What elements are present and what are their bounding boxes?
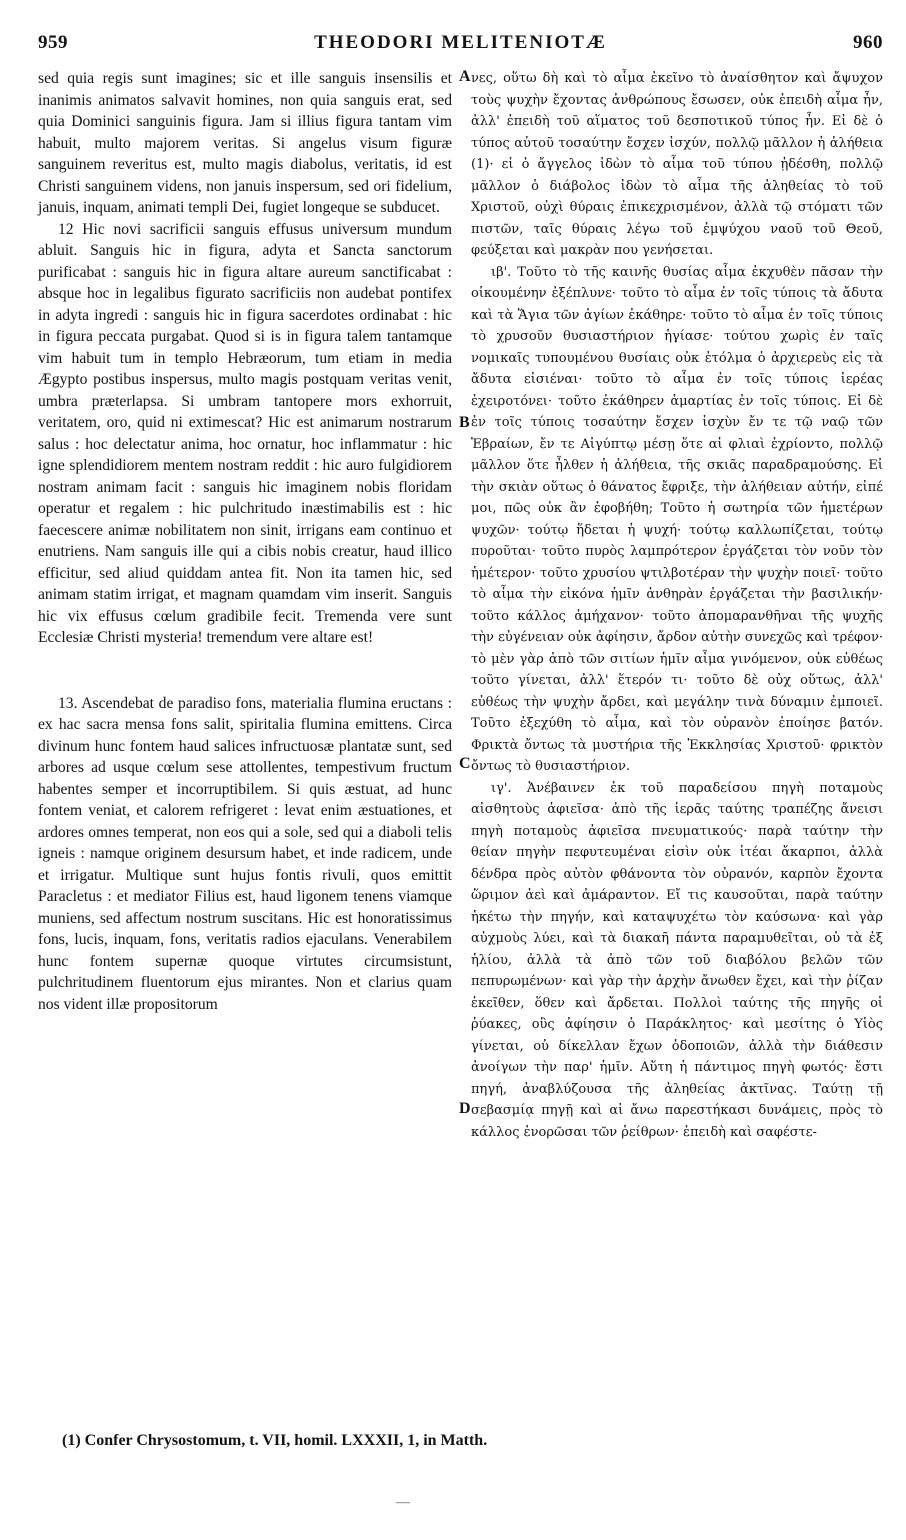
latin-paragraph-13: 13. Ascendebat de paradiso fons, materialia flumina eructans : ex hac sacra mensa fons salit, spiritalia flumina emittens. Circa divinum hunc fontem haud salices infructuosæ plantatæ sunt, sed arbores ad usque cœlum sese attollentes, tempestivum fructum habentes semper et incorruptibilem. Si quis æstuat, ad hunc fontem veniat, et calorem refrigeret : levat enim æstuationes, et ardores omnes temperat, non eos qui a sole, sed qui a diaboli telis igneis : namque originem desursum habet, et inde radicem, unde et irrigatur. Multique sunt hujus fontis rivuli, quos emittit Paracletus : et mediator Filius est, haud ligonem tenens viamque muniens, sed affectum nostrum suscitans. Hic est honoratissimus fons, lucis, inquam, fons, veritatis radios ejaculans. Venerabilem hunc fontem supernæ quoque virtutes circumsistunt, pulchritudinem fluentorum ejus mirantes. Non et clarius quam nos vident illæ propositorum <box>38 694 452 1013</box>
right-page-number: 960 <box>853 32 883 53</box>
margin-letter-c: C <box>459 755 471 772</box>
greek-paragraph-13: ιγ'. Ἀνέβαινεν ἐκ τοῦ παραδείσου πηγὴ ποταμοὺς αἰσθητοὺς ἀφιεῖσα· ἀπὸ τῆς ἱερᾶς ταύτης τραπέζης ἄνεισι πηγὴ ποταμοὺς ἀφιεῖσα πνευματικούς· παρὰ ταύτην τὴν θείαν πηγὴν πεφυτευμέναι εἰσὶν οὐκ ἰτέαι ἄκαρποι, ἀλλὰ δένδρα πρὸς αὐτὸν φθάνοντα τὸν οὐρανόν, καρπὸν ἔχοντα ὥριμον ἀεὶ καὶ ἀμάραντον. Εἴ τις καυσοῦται, παρὰ ταύτην ἡκέτω τὴν πηγήν, καὶ καταψυχέτω τὸν καύσωνα· καὶ γὰρ αὐχμοὺς λύει, καὶ τὰ διακαῆ πάντα παραμυθεῖται, οὐ τὰ ἐξ ἡλίου, ἀλλὰ τὰ ἀπὸ τῶν τοῦ διαβόλου βελῶν τῶν πεπυρωμένων· καὶ γὰρ τὴν ἀρχὴν ἄνωθεν ἔχει, καὶ τὴν ῥίζαν ἐκεῖθεν, ὅθεν καὶ ἄρδεται. Πολλοὶ ταύτης τῆς πηγῆς οἱ ῥύακες, οὓς ἀφίησιν ὁ Παράκλητος· καὶ μεσίτης ὁ Υἱὸς γίνεται, οὐ δίκελλαν ἔχων ὁδοποιῶν, ἀλλὰ τὴν διάθεσιν ἀνοίγων τὴν παρ' ἡμῖν. Αὕτη ἡ πάντιμος πηγὴ φωτός· ἔστι πηγή, ἀναβλύζουσα τῆς ἀληθείας ἀκτῖνας. Ταύτῃ τῇ σεβασμίᾳ πηγῇ καὶ αἱ ἄνω παρεστήκασι δυνάμεις, πρὸς τὸ κάλλος ἐνορῶσαι τῶν ῥείθρων· ἐπειδὴ καὶ σαφέστε- <box>471 780 883 1140</box>
section-gap <box>38 649 452 693</box>
margin-letter-a: A <box>459 68 471 85</box>
page-dash: — <box>396 1495 410 1510</box>
margin-letter-d: D <box>459 1100 471 1117</box>
greek-paragraph-1: νες, οὕτω δὴ καὶ τὸ αἷμα ἐκεῖνο τὸ ἀναίσθητον καὶ ἄψυχον τοὺς ψυχὴν ἔχοντας ἀνθρώπους ἔσωσεν, οὐκ ἐπειδὴ αἷμα ἦν, ἀλλ' ἐπειδὴ τοῦ αἵματος τοῦ δεσποτικοῦ τύπος ἦν. Εἰ δὲ ὁ τύπος αὐτοῦ τοσαύτην ἔσχεν ἰσχύν, πολλῷ μᾶλλον ἡ ἀλήθεια (1)· εἰ ὁ ἄγγελος ἰδὼν τὸ αἷμα τοῦ τύπου ᾐδέσθη, πολλῷ μᾶλλον ὁ διάβολος ἰδὼν τὸ αἷμα τῆς ἀληθείας τὸ τοῦ Χριστοῦ, οὐχὶ θύραις ἐπικεχρισμένον, ἀλλὰ τῷ στόματι τῶν πιστῶν, ταῖς θύραις λέγω τοῦ ἐμψύχου ναοῦ τοῦ Θεοῦ, φεύξεται καὶ μακρὰν που γενήσεται. <box>471 71 883 258</box>
running-title: THEODORI MELITENIOTÆ <box>314 32 607 53</box>
latin-column <box>38 68 452 1015</box>
left-page-number: 959 <box>38 32 68 53</box>
latin-paragraph-12: 12 Hic novi sacrificii sanguis effusus universum mundum abluit. Sanguis hic in figura, adyta et Sancta sanctorum purificabat : sanguis hic in figura altare aureum sanctificabat : absque hoc in legalibus figurato sacrificiis non audebat pontifex in adyta ingredi : sanguis hic in figura sacerdotes ordinabat : hic in figura peccata purgabat. Quod si is in figura talem tantamque vim habuit tum in templo Hebræorum, tum etiam in media Ægypto postibus inspersus, multo magis postquam veritas venit, umbra præterlapsa. Si umbram tantopere mors exhorruit, veritatem, oro, quid ni extimescat? Hic est animarum nostrarum salus : hoc delectatur anima, hoc ornatur, hoc inflammatur : hic igne splendidiorem mentem nostram reddit : hic auro fulgidiorem nostram animam facit : sanguis hic imaginem nobis floridam operatur et regalem : hic pulchritudo inæstimabilis est : hic faecescere animæ nobilitatem non sinit, irrigans eam continuo et enutriens. Nam sanguis ille qui a cibis nobis creatur, haud illico efficitur, sed aliud quiddam antea fit. Non ita tamen hic, sed animam statim irrigat, et magnam quamdam vim inserit. Sanguis hic vix effusus cœlum gradibile fecit. Tremenda vere sunt Ecclesiæ Christi mysteria! tremendum vere altare est! <box>38 220 452 646</box>
footnote: (1) Confer Chrysostomum, t. VII, homil. LXXXII, 1, in Matth. <box>62 1432 488 1449</box>
greek-column <box>471 68 883 1143</box>
latin-paragraph-1: sed quia regis sunt imagines; sic et ille sanguis insensilis et inanimis animatos salvavit homines, non quia sanguis erat, sed quia Dominici sanguinis figura. Jam si illius figura tantam vim habuit, multo majorem veritas. Si angelus visum figuræ sanguinem reveritus est, multo magis diabolus, veritatis, id est Christi sanguinem videns, non januis inspersum, sed ori fidelium, januis, inquam, animati templi Dei, fugiet longeque se subducet. <box>38 70 452 216</box>
margin-letter-b: B <box>459 414 470 431</box>
greek-paragraph-12: ιβ'. Τοῦτο τὸ τῆς καινῆς θυσίας αἷμα ἐκχυθὲν πᾶσαν τὴν οἰκουμένην ἐξέπλυνε· τοῦτο τὸ αἷμα ἐν τοῖς τύποις τὰ ἄδυτα καὶ τὰ Ἅγια τῶν ἁγίων ἐκάθηρε· τοῦτο τὸ αἷμα ἐν τοῖς τύποις τὸ χρυσοῦν θυσιαστήριον ἡγίασε· τούτου χωρὶς ἐν ταῖς νομικαῖς τυπουμένου θυσίαις οὐκ ἐτόλμα ὁ ἀρχιερεὺς εἰς τὰ ἄδυτα εἰσιέναι· τοῦτο τὸ αἷμα ἐν τοῖς τύποις ἱερέας ἐχειροτόνει· τοῦτο ἐκάθηρεν ἁμαρτίας ἐν τοῖς τύποις. Εἰ δὲ ἐν τοῖς τύποις τοσαύτην ἔσχεν ἰσχὺν ἔν τε τῷ ναῷ τῶν Ἑβραίων, ἔν τε Αἰγύπτῳ μέσῃ ὅτε αἱ φλιαὶ ἐχρίοντο, πολλῷ μᾶλλον ὅτε ἦλθεν ἡ ἀλήθεια, τῆς σκιᾶς παραδραμούσης. Εἰ τὴν σκιὰν οὕτως ὁ θάνατος ἔφριξε, τὴν ἀλήθειαν αὐτήν, εἰπέ μοι, πῶς οὐκ ἂν ἐφοβήθη; Τοῦτο ἡ σωτηρία τῶν ἡμετέρων ψυχῶν· τούτῳ ἥδεται ἡ ψυχή· τούτῳ καλλωπίζεται, τούτῳ πυροῦται· τοῦτο πυρὸς λαμπρότερον ἐργάζεται τὸν νοῦν τὸν ἡμέτερον· τοῦτο χρυσίου ψτιλβοτέραν τὴν ψυχὴν ποιεῖ· τοῦτο τὸ αἷμα τὴν εἰκόνα ἡμῖν ἀνθηρὰν ἐργάζεται τὴν βασιλικήν· τοῦτο κάλλος ἀμήχανον· τοῦτο ἀπομαρανθῆναι τῆς ψυχῆς τὴν εὐγένειαν οὐκ ἀφίησιν, ἄρδον αὐτὴν συνεχῶς καὶ τρέφον· τὸ μὲν γὰρ ἀπὸ τῶν σιτίων ἡμῖν αἷμα γινόμενον, οὐκ εὐθέως τοῦτο γίνεται, ἀλλ' ἕτερόν τι· τοῦτο δὲ οὐχ οὕτως, ἀλλ' εὐθέως τὴν ψυχὴν ἄρδει, καὶ μεγάλην τινὰ δύναμιν ἐμποιεῖ. Τοῦτο ἐξεχύθη τὸ αἷμα, καὶ τὸν οὐρανὸν ἐποίησε βατόν. Φρικτὰ ὄντως τὰ μυστήρια τῆς Ἐκκλησίας Χριστοῦ· φρικτὸν ὄντως τὸ θυσιαστήριον. <box>471 264 883 774</box>
running-header <box>38 32 883 66</box>
